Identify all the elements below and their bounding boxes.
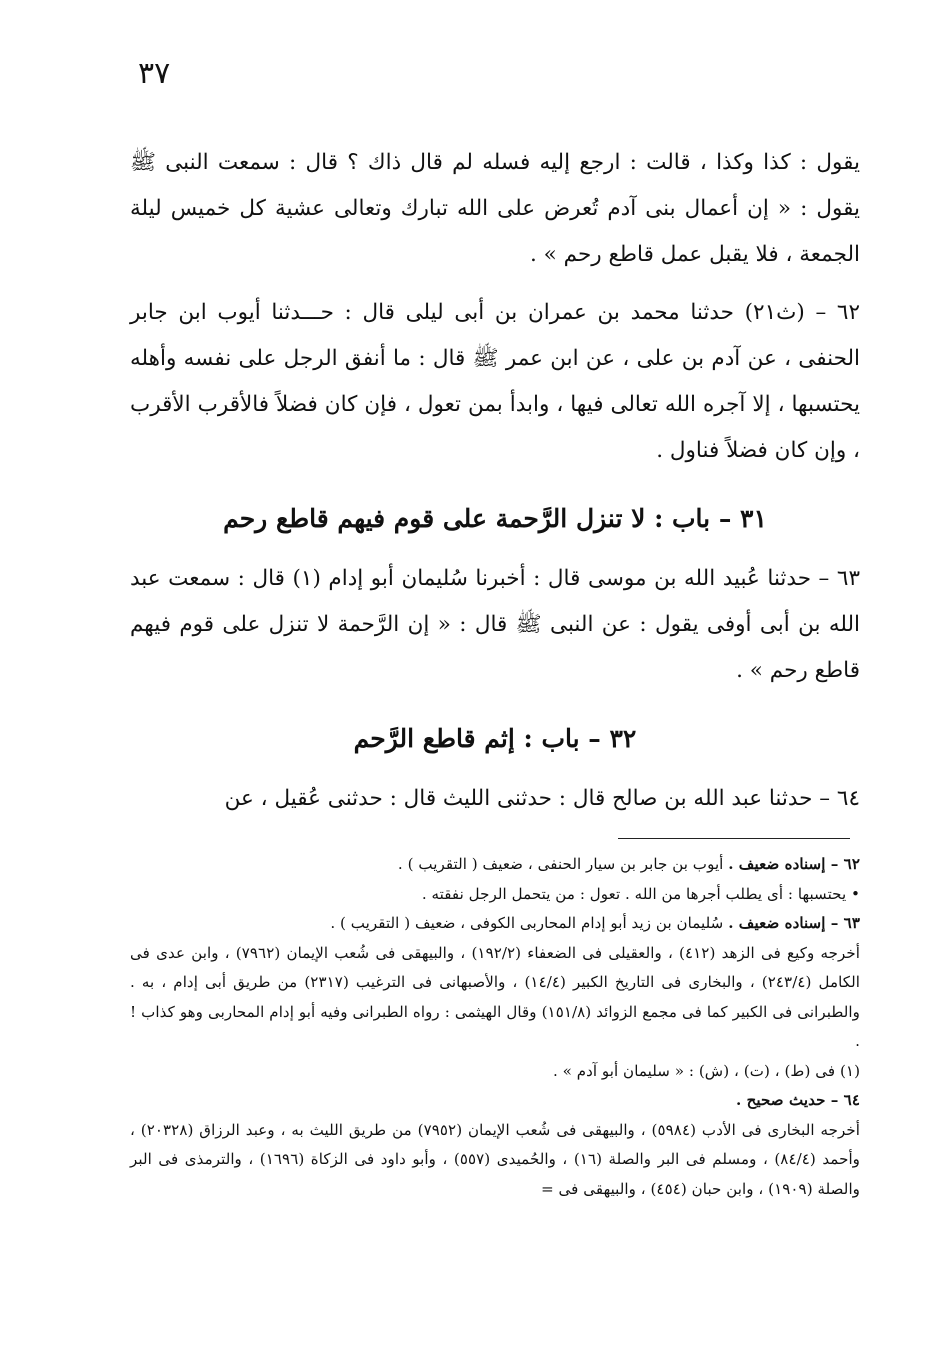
footnote-62-grade: ٦٢ – إسناده ضعيف . <box>728 855 860 873</box>
hadith-64: ٦٤ – حدثنا عبد الله بن صالح قال : حدثنى الليث قال : حدثنى عُقيل ، عن <box>224 786 860 811</box>
paragraph-1: يقول : كذا وكذا ، قالت : ارجع إليه فسله لم قال ذاك ؟ قال : سمعت النبى ﷺ يقول : « إن أعمال بنى آدم تُعرض على الله تبارك وتعالى عشية كل خميس ليلة الجمعة ، فلا يقبل عمل قاطع رحم » . <box>130 150 860 267</box>
page-number: ٣٧ <box>138 56 171 91</box>
hadith-63: ٦٣ – حدثنا عُبيد الله بن موسى قال : أخبرنا سُليمان أبو إدام (١) قال : سمعت عبد الله بن أبى أوفى يقول : عن النبى ﷺ قال : « إن الرَّحمة لا تنزل على قوم فيهم قاطع رحم » . <box>130 566 860 683</box>
footnotes <box>130 850 860 1204</box>
footnote-63-grade: ٦٣ – إسناده ضعيف . <box>728 914 860 932</box>
footnote-63-text: سُليمان بن زيد أبو إدام المحاربى الكوفى ، ضعيف ( التقريب ) . <box>330 914 729 932</box>
footnote-64-takhrij: أخرجه البخارى فى الأدب (٥٩٨٤) ، والبيهقى فى شُعب الإيمان (٧٩٥٢) من طريق الليث به ، وعبد الرزاق (٢٠٣٢٨) ، وأحمد (٨٤/٤) ، ومسلم فى البر والصلة (١٦) ، والحُميدى (٥٥٧) ، وأبو داود فى الزكاة (١٦٩٦) ، والترمذى فى البر والصلة (١٩٠٩) ، وابن حبان (٤٥٤) ، والبيهقى فى = <box>130 1120 861 1198</box>
footnote-63-takhrij: أخرجه وكيع فى الزهد (٤١٢) ، والعقيلى فى الضعفاء (١٩٢/٢) ، والبيهقى فى شُعب الإيمان (٧٩٦٢) ، وابن عدى فى الكامل (٢٤٣/٤) ، والبخارى فى التاريخ الكبير (١٤/٤) ، والأصبهانى فى الترغيب (٢٣١٧) من طريق أبى إدام ، به . والطبرانى فى الكبير كما فى مجمع الزوائد (١٥١/٨) وقال الهيثمى : رواه الطبرانى وفيه أبو إدام المحاربى وهو كذاب ! . <box>130 943 860 1050</box>
chapter-heading-31: ٣١ – باب : لا تنزل الرَّحمة على قوم فيهم قاطع رحم <box>223 504 767 533</box>
footnote-62-text: أيوب بن جابر بن سيار الحنفى ، ضعيف ( التقريب ) . <box>397 855 729 873</box>
hadith-62: ٦٢ – (ث٢١) حدثنا محمد بن عمران بن أبى ليلى قال : حـــدثنا أيوب ابن جابر الحنفى ، عن آدم بن على ، عن ابن عمر ﷺ قال : ما أنفق الرجل على نفسه وأهله يحتسبها ، إلا آجره الله تعالى فيها ، وابدأ بمن تعول ، فإن كان فضلاً فالأقرب الأقرب ، وإن كان فضلاً فناول . <box>130 300 861 463</box>
footnote-63 <box>130 909 860 939</box>
footnote-64-grade: ٦٤ – حديث صحيح . <box>736 1091 860 1109</box>
main-text <box>130 140 860 822</box>
footnote-62-gloss: • يحتسبها : أى يطلب أجرها من الله . تعول : من يتحمل الرجل نفقته . <box>421 884 860 903</box>
footnote-63-variant: (١) فى (ط) ، (ت) ، (ش) : « سليمان أبو آدم » . <box>552 1061 860 1080</box>
footnote-divider <box>618 838 850 839</box>
footnote-62 <box>130 850 860 880</box>
chapter-heading-32: ٣٢ – باب : إثم قاطع الرَّحم <box>353 724 637 753</box>
